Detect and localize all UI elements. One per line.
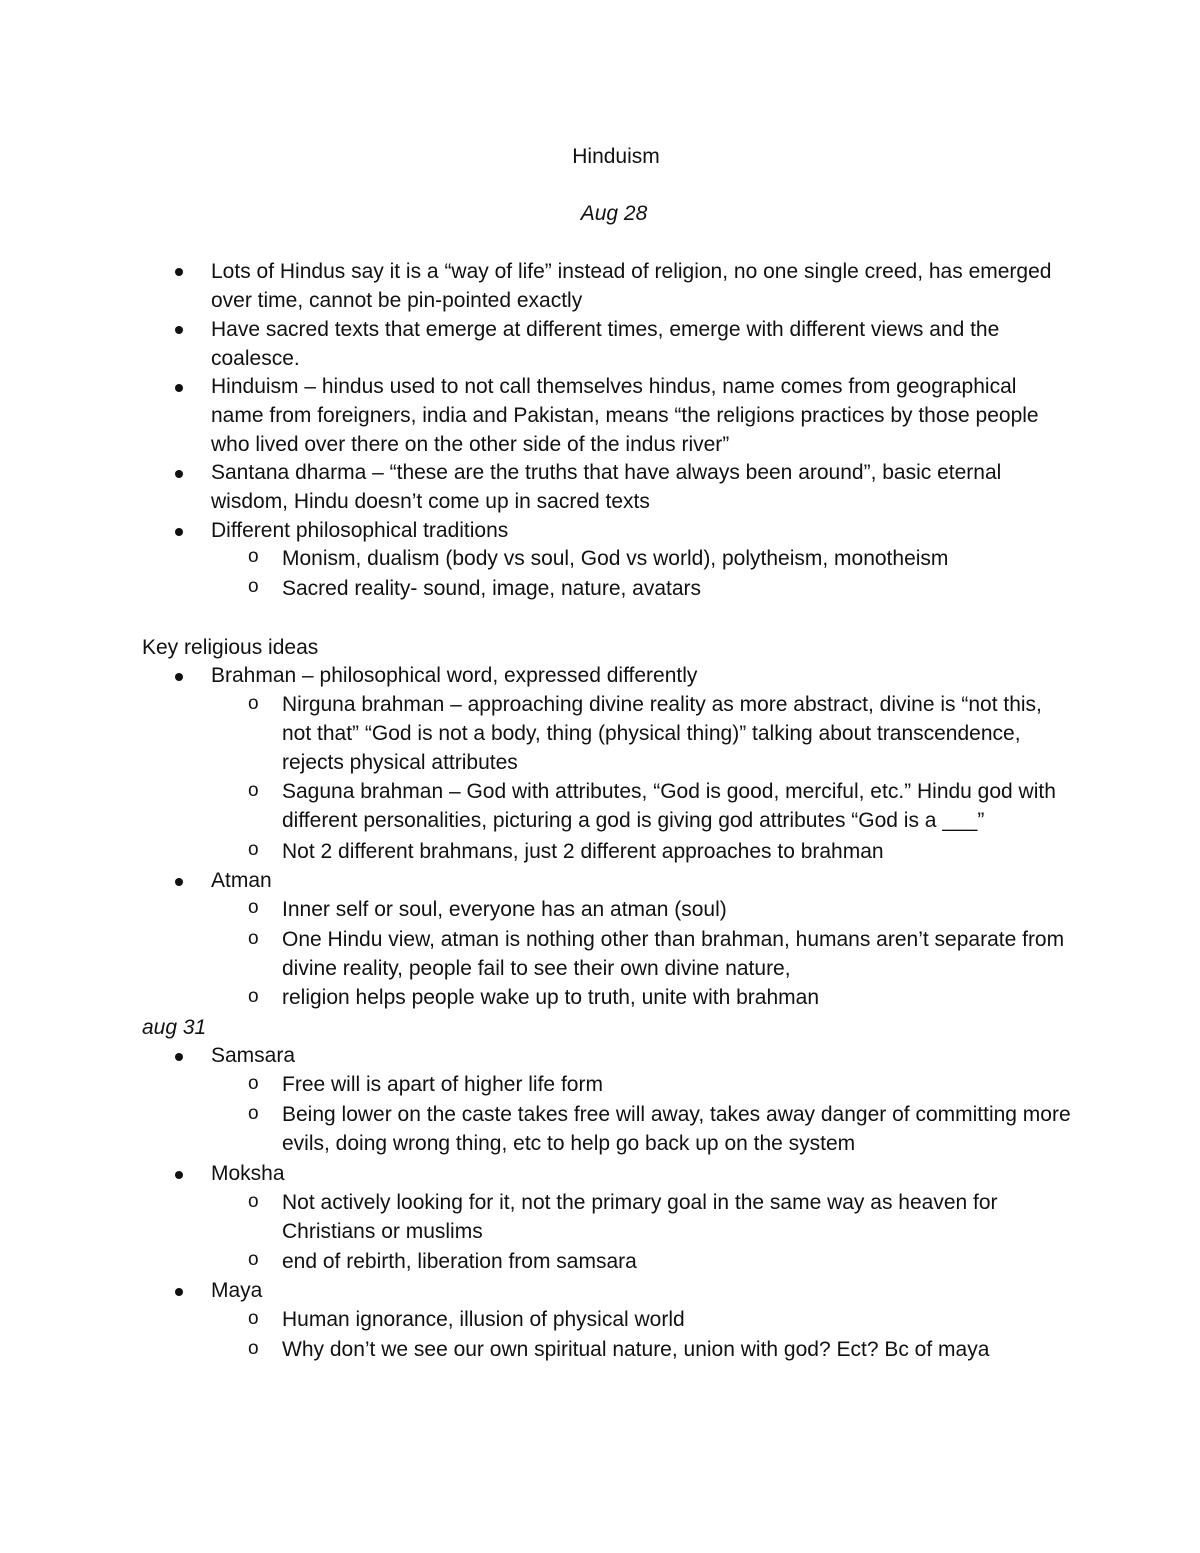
philosophy-sub-2: Sacred reality- sound, image, nature, avatars — [282, 577, 702, 600]
samsara-sub-2: Being lower on the caste takes free will away, takes away danger of committing more evils, doing wrong thing, etc to help go back up on the system — [282, 1103, 1071, 1156]
bullet-marker — [175, 470, 183, 478]
atman-sub-1: Inner self or soul, everyone has an atman (soul) — [282, 898, 727, 921]
sub-bullet-marker: o — [248, 1338, 259, 1359]
brahman-item: Brahman – philosophical word, expressed differently — [211, 664, 698, 687]
sub-bullet-marker: o — [248, 897, 259, 918]
moksha-item: Moksha — [211, 1162, 285, 1185]
document-title: Hinduism — [572, 145, 660, 168]
intro-item-2: Have sacred texts that emerge at different times, emerge with different views and the coalesce. — [211, 318, 1000, 371]
bullet-marker — [175, 673, 183, 681]
key-ideas-heading: Key religious ideas — [142, 636, 319, 659]
bullet-marker — [175, 384, 183, 392]
intro-item-5: Different philosophical traditions — [211, 519, 509, 542]
brahman-sub-3: Not 2 different brahmans, just 2 different approaches to brahman — [282, 840, 884, 863]
bullet-marker — [175, 878, 183, 886]
date-heading-aug-31: aug 31 — [142, 1016, 207, 1039]
samsara-item: Samsara — [211, 1044, 296, 1067]
samsara-sub-1: Free will is apart of higher life form — [282, 1073, 603, 1096]
sub-bullet-marker: o — [248, 1103, 259, 1124]
moksha-sub-2: end of rebirth, liberation from samsara — [282, 1250, 637, 1273]
atman-sub-3: religion helps people wake up to truth, unite with brahman — [282, 986, 819, 1009]
bullet-marker — [175, 528, 183, 536]
bullet-marker — [175, 268, 183, 276]
sub-bullet-marker: o — [248, 546, 259, 567]
maya-sub-2: Why don’t we see our own spiritual nature, union with god? Ect? Bc of maya — [282, 1338, 990, 1361]
sub-bullet-marker: o — [248, 928, 259, 949]
sub-bullet-marker: o — [248, 693, 259, 714]
sub-bullet-marker: o — [248, 986, 259, 1007]
sub-bullet-marker: o — [248, 1308, 259, 1329]
brahman-sub-2: Saguna brahman – God with attributes, “God is good, merciful, etc.” Hindu god with different personalities, picturing a god is giving god attributes “God is a ___” — [282, 780, 1056, 833]
intro-item-1: Lots of Hindus say it is a “way of life” instead of religion, no one single creed, has emerged over time, cannot be pin-pointed exactly — [211, 260, 1052, 313]
moksha-sub-1: Not actively looking for it, not the primary goal in the same way as heaven for Christians or muslims — [282, 1191, 998, 1244]
atman-sub-2: One Hindu view, atman is nothing other than brahman, humans aren’t separate from divine reality, people fail to see their own divine nature, — [282, 928, 1065, 981]
sub-bullet-marker: o — [248, 839, 259, 860]
brahman-sub-1: Nirguna brahman – approaching divine reality as more abstract, divine is “not this, not that” “God is not a body, thing (physical thing)” talking about transcendence, rejects physical attributes — [282, 693, 1042, 775]
atman-item: Atman — [211, 869, 272, 892]
date-heading-aug-28: Aug 28 — [580, 202, 648, 225]
maya-item: Maya — [211, 1279, 263, 1302]
sub-bullet-marker: o — [248, 780, 259, 801]
maya-sub-1: Human ignorance, illusion of physical world — [282, 1308, 685, 1331]
bullet-marker — [175, 326, 183, 334]
intro-item-3: Hinduism – hindus used to not call themselves hindus, name comes from geographical name from foreigners, india and Pakistan, means “the religions practices by those people who lived over there on the other side of the indus river” — [211, 375, 1039, 457]
bullet-marker — [175, 1171, 183, 1179]
sub-bullet-marker: o — [248, 1191, 259, 1212]
intro-item-4: Santana dharma – “these are the truths that have always been around”, basic eternal wisdom, Hindu doesn’t come up in sacred texts — [211, 461, 1002, 514]
sub-bullet-marker: o — [248, 1249, 259, 1270]
sub-bullet-marker: o — [248, 1073, 259, 1094]
sub-bullet-marker: o — [248, 576, 259, 597]
philosophy-sub-1: Monism, dualism (body vs soul, God vs world), polytheism, monotheism — [282, 547, 949, 570]
bullet-marker — [175, 1288, 183, 1296]
bullet-marker — [175, 1053, 183, 1061]
